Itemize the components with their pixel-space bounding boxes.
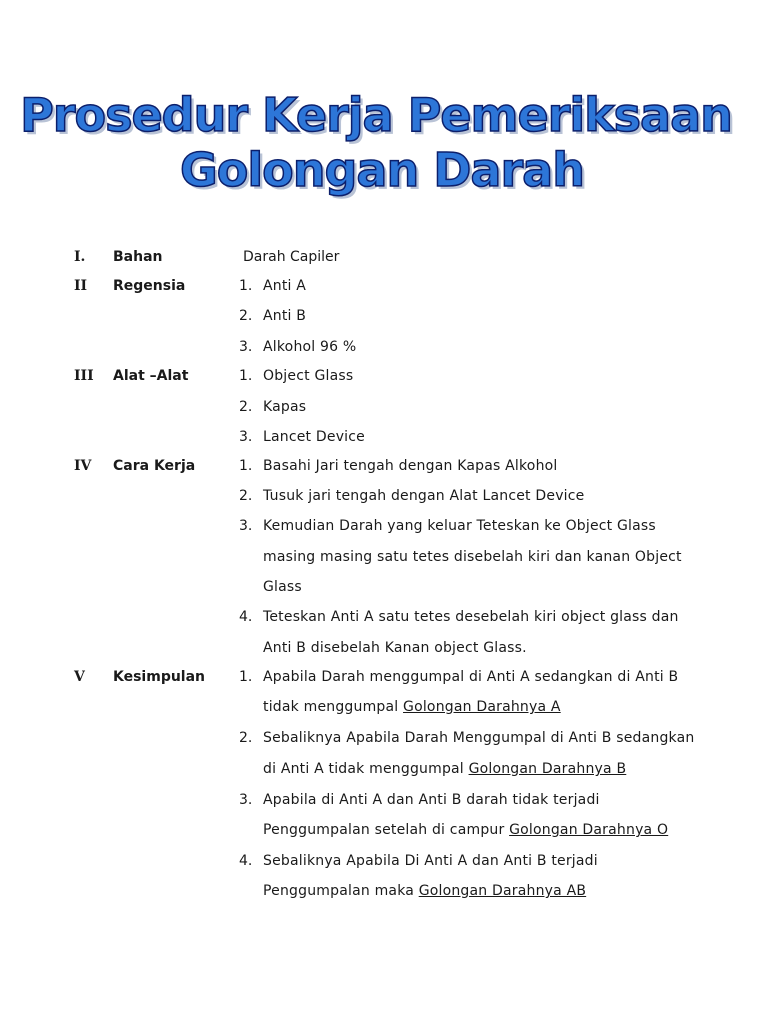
list-row xyxy=(0,792,768,816)
list-item-continuation xyxy=(263,699,561,715)
list-item: Alkohol 96 % xyxy=(263,339,357,355)
section-alat xyxy=(0,368,768,392)
list-item-continuation xyxy=(263,761,626,777)
page-title-line-1: Prosedur Kerja Pemeriksaan xyxy=(20,88,732,142)
item-number: 3. xyxy=(239,792,253,808)
list-item: Anti A xyxy=(263,278,307,294)
blood-type-result: Golongan Darahnya O xyxy=(509,822,669,838)
section-number: II xyxy=(74,278,88,294)
list-row-continuation xyxy=(0,699,768,723)
section-number: I. xyxy=(74,249,86,265)
item-number: 3. xyxy=(239,339,253,355)
list-row xyxy=(0,488,768,512)
list-row xyxy=(0,730,768,754)
list-row xyxy=(0,308,768,332)
item-number: 1. xyxy=(239,669,253,685)
item-number: 3. xyxy=(239,518,253,534)
blood-type-result: Golongan Darahnya AB xyxy=(418,883,587,899)
list-item-continuation: Anti B disebelah Kanan object Glass. xyxy=(263,640,527,656)
list-row-continuation xyxy=(0,640,768,664)
section-label: Alat –Alat xyxy=(113,368,189,384)
section-label: Bahan xyxy=(113,249,163,265)
section-value: Darah Capiler xyxy=(243,249,340,265)
list-item: Kemudian Darah yang keluar Teteskan ke Object Glass xyxy=(263,518,656,534)
list-row-continuation xyxy=(0,579,768,603)
section-bahan xyxy=(0,249,768,273)
list-row-continuation xyxy=(0,761,768,785)
list-row xyxy=(0,609,768,633)
list-row xyxy=(0,429,768,453)
list-item: Object Glass xyxy=(263,368,354,384)
section-label: Regensia xyxy=(113,278,186,294)
blood-type-result: Golongan Darahnya A xyxy=(403,699,561,715)
list-item: Kapas xyxy=(263,399,307,415)
list-item-continuation: Glass xyxy=(263,579,302,595)
list-row-continuation xyxy=(0,822,768,846)
item-number: 2. xyxy=(239,399,253,415)
item-number: 1. xyxy=(239,458,253,474)
section-number: V xyxy=(74,669,85,685)
list-item: Tusuk jari tengah dengan Alat Lancet Device xyxy=(263,488,585,504)
list-item: Sebaliknya Apabila Di Anti A dan Anti B terjadi xyxy=(263,853,598,869)
item-number: 2. xyxy=(239,730,253,746)
item-number: 4. xyxy=(239,609,253,625)
list-row-continuation xyxy=(0,549,768,573)
section-label: Cara Kerja xyxy=(113,458,196,474)
blood-type-result: Golongan Darahnya B xyxy=(468,761,627,777)
item-number: 2. xyxy=(239,308,253,324)
list-row-continuation xyxy=(0,883,768,907)
list-row xyxy=(0,518,768,542)
conclusion-text: Penggumpalan setelah di campur xyxy=(263,822,505,838)
list-row xyxy=(0,339,768,363)
conclusion-text: di Anti A tidak menggumpal xyxy=(263,761,464,777)
item-number: 4. xyxy=(239,853,253,869)
list-item: Teteskan Anti A satu tetes desebelah kiri object glass dan xyxy=(263,609,679,625)
section-number: III xyxy=(74,368,94,384)
list-item-continuation xyxy=(263,822,668,838)
list-row xyxy=(0,399,768,423)
list-item: Sebaliknya Apabila Darah Menggumpal di Anti B sedangkan xyxy=(263,730,695,746)
item-number: 1. xyxy=(239,368,253,384)
list-item: Apabila Darah menggumpal di Anti A sedangkan di Anti B xyxy=(263,669,679,685)
list-item-continuation: masing masing satu tetes disebelah kiri dan kanan Object xyxy=(263,549,682,565)
item-number: 3. xyxy=(239,429,253,445)
section-kesimpulan xyxy=(0,669,768,693)
page-title-line-2: Golongan Darah xyxy=(180,143,584,197)
conclusion-text: Penggumpalan maka xyxy=(263,883,415,899)
section-cara-kerja xyxy=(0,458,768,482)
item-number: 2. xyxy=(239,488,253,504)
conclusion-text: tidak menggumpal xyxy=(263,699,399,715)
section-label: Kesimpulan xyxy=(113,669,206,685)
list-item: Basahi Jari tengah dengan Kapas Alkohol xyxy=(263,458,558,474)
list-item: Lancet Device xyxy=(263,429,365,445)
list-item: Apabila di Anti A dan Anti B darah tidak terjadi xyxy=(263,792,600,808)
list-item-continuation xyxy=(263,883,586,899)
section-regensia xyxy=(0,278,768,302)
list-item: Anti B xyxy=(263,308,307,324)
list-row xyxy=(0,853,768,877)
section-number: IV xyxy=(74,458,92,474)
item-number: 1. xyxy=(239,278,253,294)
